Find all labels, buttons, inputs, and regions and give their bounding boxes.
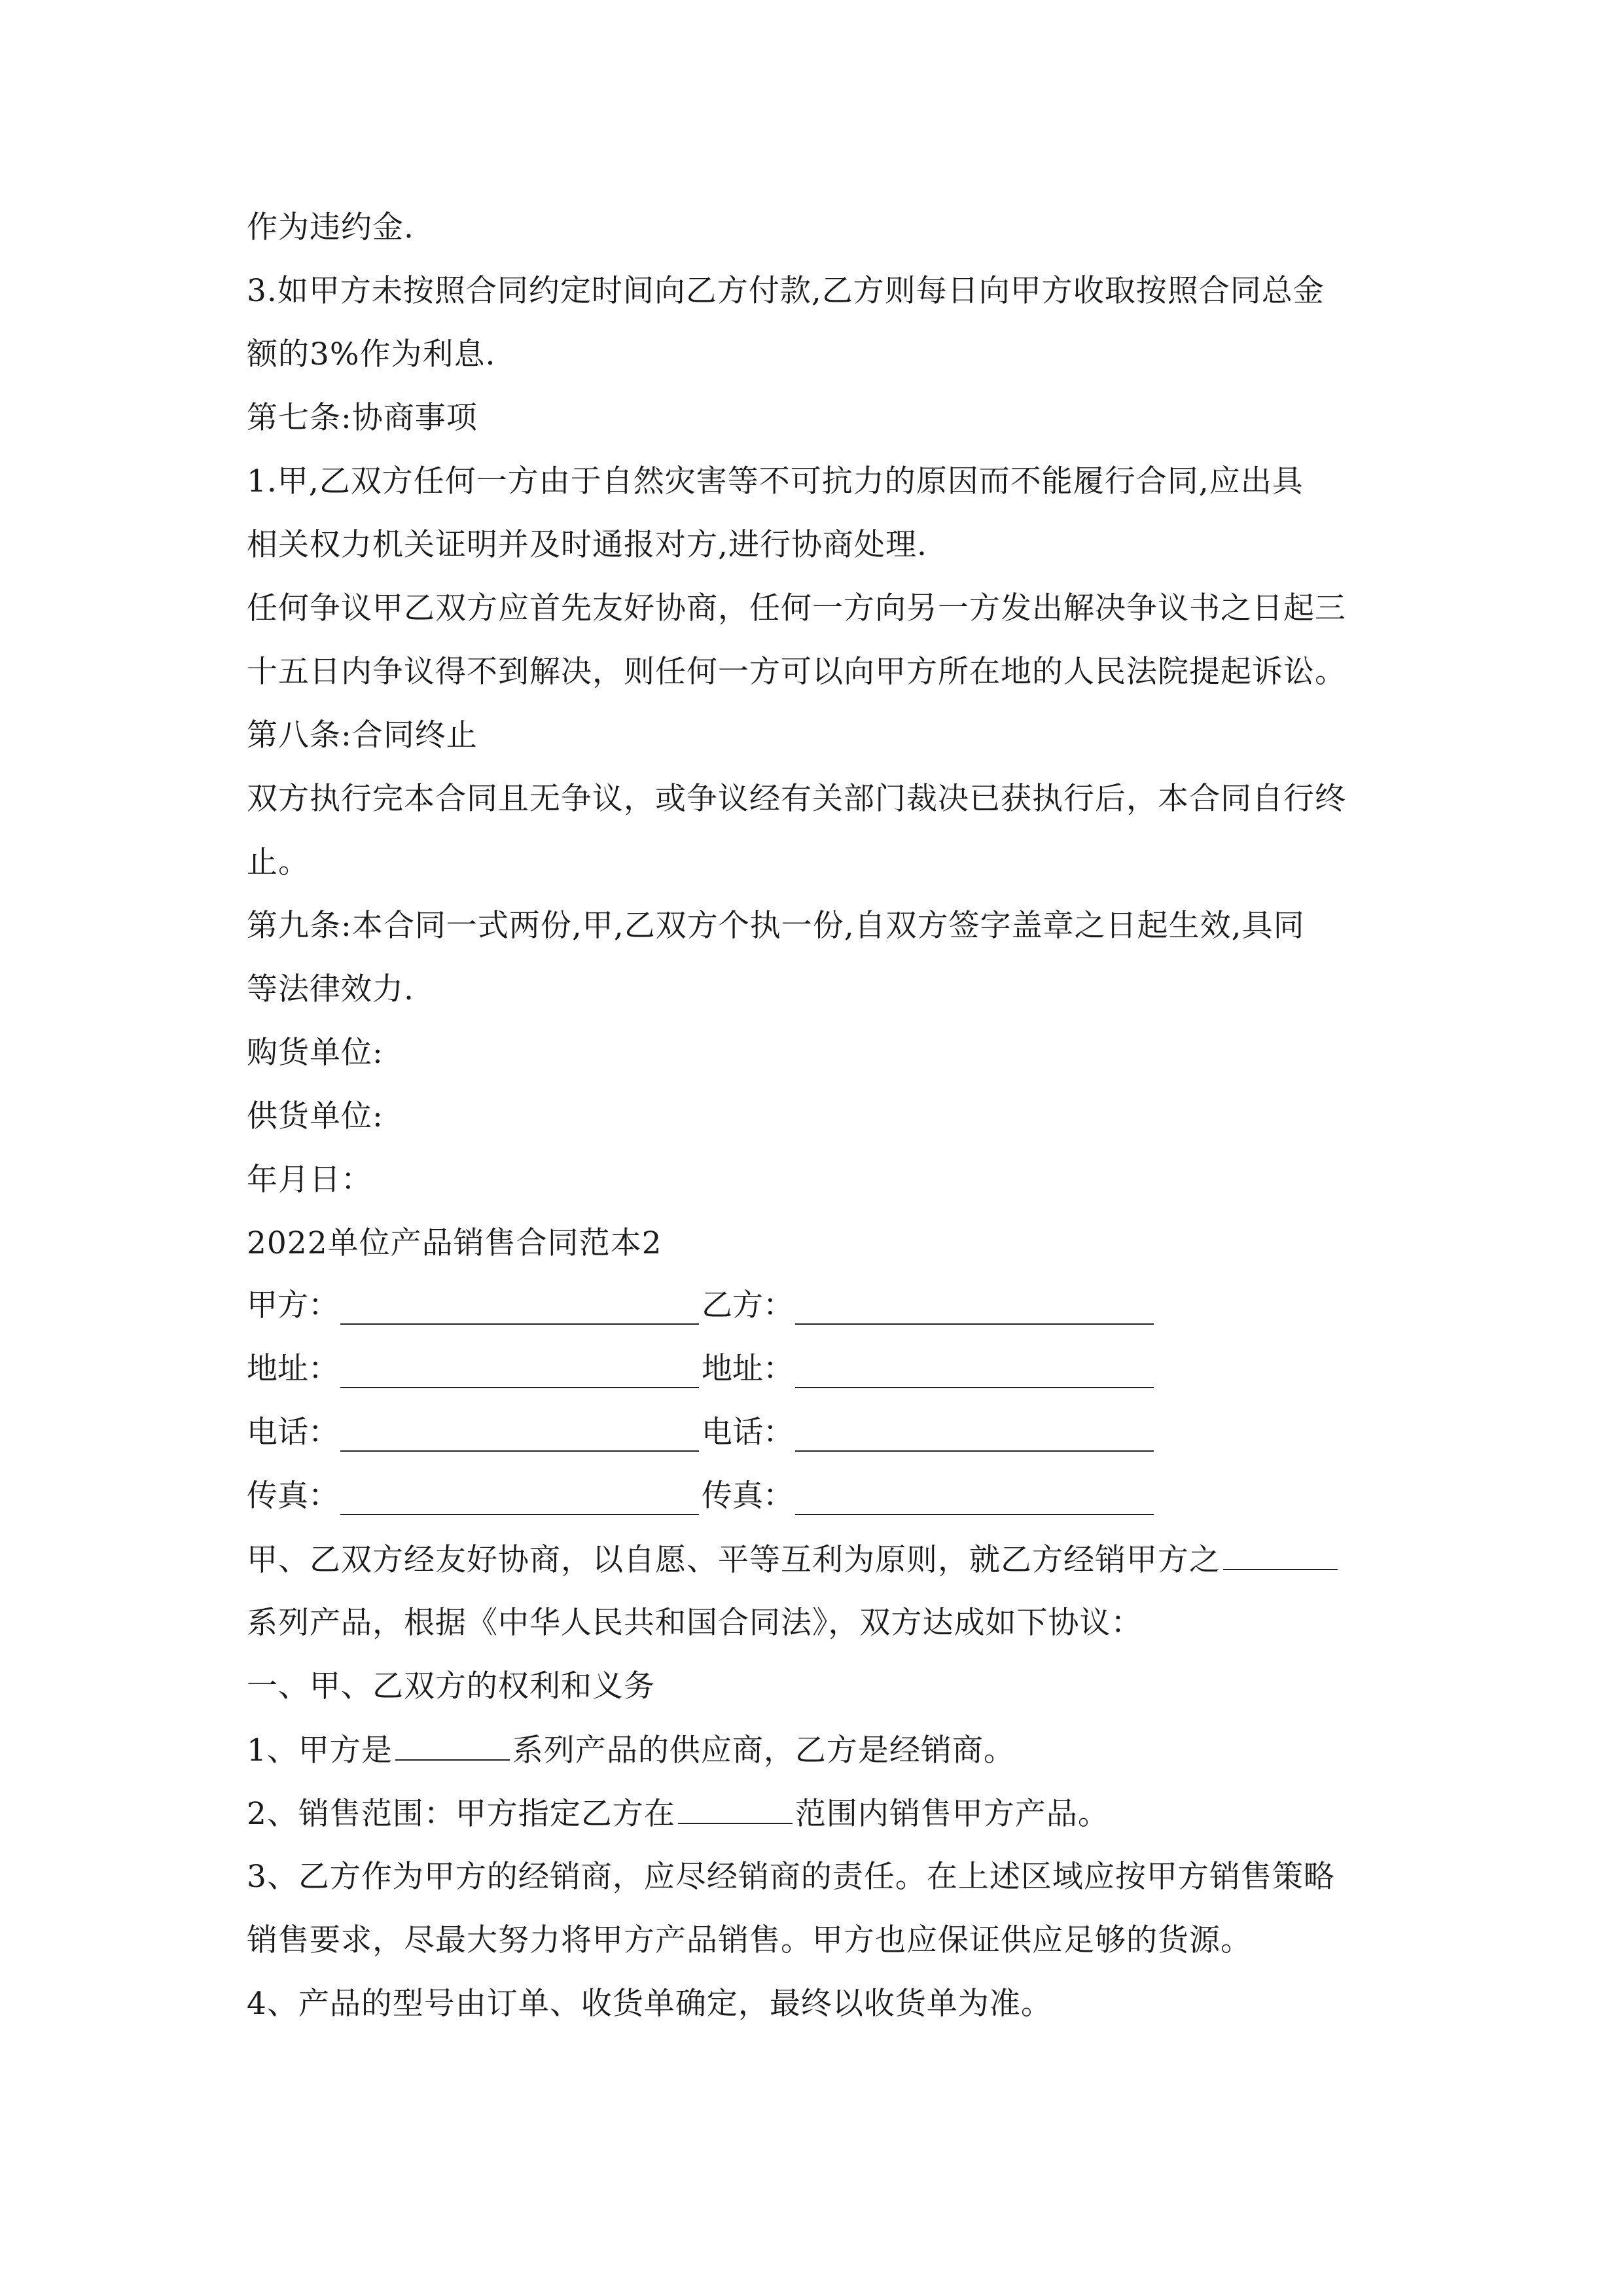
paragraph-line: 3.如甲方未按照合同约定时间向乙方付款,乙方则每日向甲方收取按照合同总金 <box>247 273 1325 309</box>
product-series-blank[interactable] <box>1223 1540 1338 1570</box>
section-heading-7: 第七条:协商事项 <box>247 400 478 436</box>
document-title: 2022单位产品销售合同范本2 <box>247 1225 662 1261</box>
intro-text: 甲、乙双方经友好协商，以自愿、平等互利为原则，就乙方经销甲方之 <box>247 1542 1221 1578</box>
clause-1-prefix: 1、甲方是 <box>247 1732 393 1768</box>
paragraph-line <box>247 1731 1015 1770</box>
paragraph-line <box>247 1540 1340 1580</box>
address-a-label: 地址： <box>247 1351 339 1387</box>
paragraph-line: 3、乙方作为甲方的经销商，应尽经销商的责任。在上述区域应按甲方销售策略 <box>247 1859 1335 1895</box>
sales-area-blank[interactable] <box>678 1794 793 1824</box>
section-heading-9: 第九条:本合同一式两份,甲,乙双方个执一份,自双方签字盖章之日起生效,具同 <box>247 908 1305 944</box>
section-heading-8: 第八条:合同终止 <box>247 717 478 753</box>
supplier-label: 供货单位: <box>247 1098 383 1134</box>
clause-1-suffix: 系列产品的供应商，乙方是经销商。 <box>512 1732 1015 1768</box>
address-b-label: 地址： <box>702 1351 794 1387</box>
party-a-field-line[interactable] <box>340 1323 699 1325</box>
buyer-label: 购货单位: <box>247 1035 383 1071</box>
paragraph-line: 双方执行完本合同且无争议，或争议经有关部门裁决已获执行后，本合同自行终 <box>247 781 1346 817</box>
phone-a-field-line[interactable] <box>340 1450 699 1452</box>
party-b-label: 乙方： <box>702 1287 794 1323</box>
paragraph-line: 相关权力机关证明并及时通报对方,进行协商处理. <box>247 527 927 563</box>
fax-a-field-line[interactable] <box>340 1514 699 1515</box>
paragraph-line: 等法律效力. <box>247 971 414 1007</box>
paragraph-line: 十五日内争议得不到解决，则任何一方可以向甲方所在地的人民法院提起诉讼。 <box>247 654 1346 690</box>
paragraph-line: 系列产品，根据《中华人民共和国合同法》，双方达成如下协议： <box>247 1605 1143 1641</box>
fax-b-field-line[interactable] <box>795 1514 1154 1515</box>
paragraph-line: 作为违约金. <box>247 209 414 245</box>
party-a-label: 甲方： <box>247 1287 339 1323</box>
phone-b-label: 电话： <box>702 1414 794 1450</box>
party-b-field-line[interactable] <box>795 1323 1154 1325</box>
clause-2-prefix: 2、销售范围：甲方指定乙方在 <box>247 1796 675 1832</box>
address-b-field-line[interactable] <box>795 1387 1154 1388</box>
paragraph-line: 任何争议甲乙双方应首先友好协商，任何一方向另一方发出解决争议书之日起三 <box>247 590 1346 626</box>
phone-b-field-line[interactable] <box>795 1450 1154 1452</box>
address-a-field-line[interactable] <box>340 1387 699 1388</box>
section-heading-rights: 一、甲、乙双方的权利和义务 <box>247 1668 655 1704</box>
fax-b-label: 传真： <box>702 1478 794 1514</box>
paragraph-line: 额的3%作为利息. <box>247 336 496 372</box>
clause-2-suffix: 范围内销售甲方产品。 <box>794 1796 1109 1832</box>
paragraph-line: 4、产品的型号由订单、收货单确定，最终以收货单为准。 <box>247 1986 1052 2022</box>
fax-a-label: 传真： <box>247 1478 339 1514</box>
paragraph-line: 1.甲,乙双方任何一方由于自然灾害等不可抗力的原因而不能履行合同,应出具 <box>247 463 1304 499</box>
supplier-series-blank[interactable] <box>395 1731 510 1761</box>
paragraph-line: 止。 <box>247 844 310 880</box>
paragraph-line <box>247 1794 1109 1834</box>
paragraph-line: 销售要求，尽最大努力将甲方产品销售。甲方也应保证供应足够的货源。 <box>247 1922 1252 1958</box>
date-label: 年月日： <box>247 1162 372 1198</box>
phone-a-label: 电话： <box>247 1414 339 1450</box>
